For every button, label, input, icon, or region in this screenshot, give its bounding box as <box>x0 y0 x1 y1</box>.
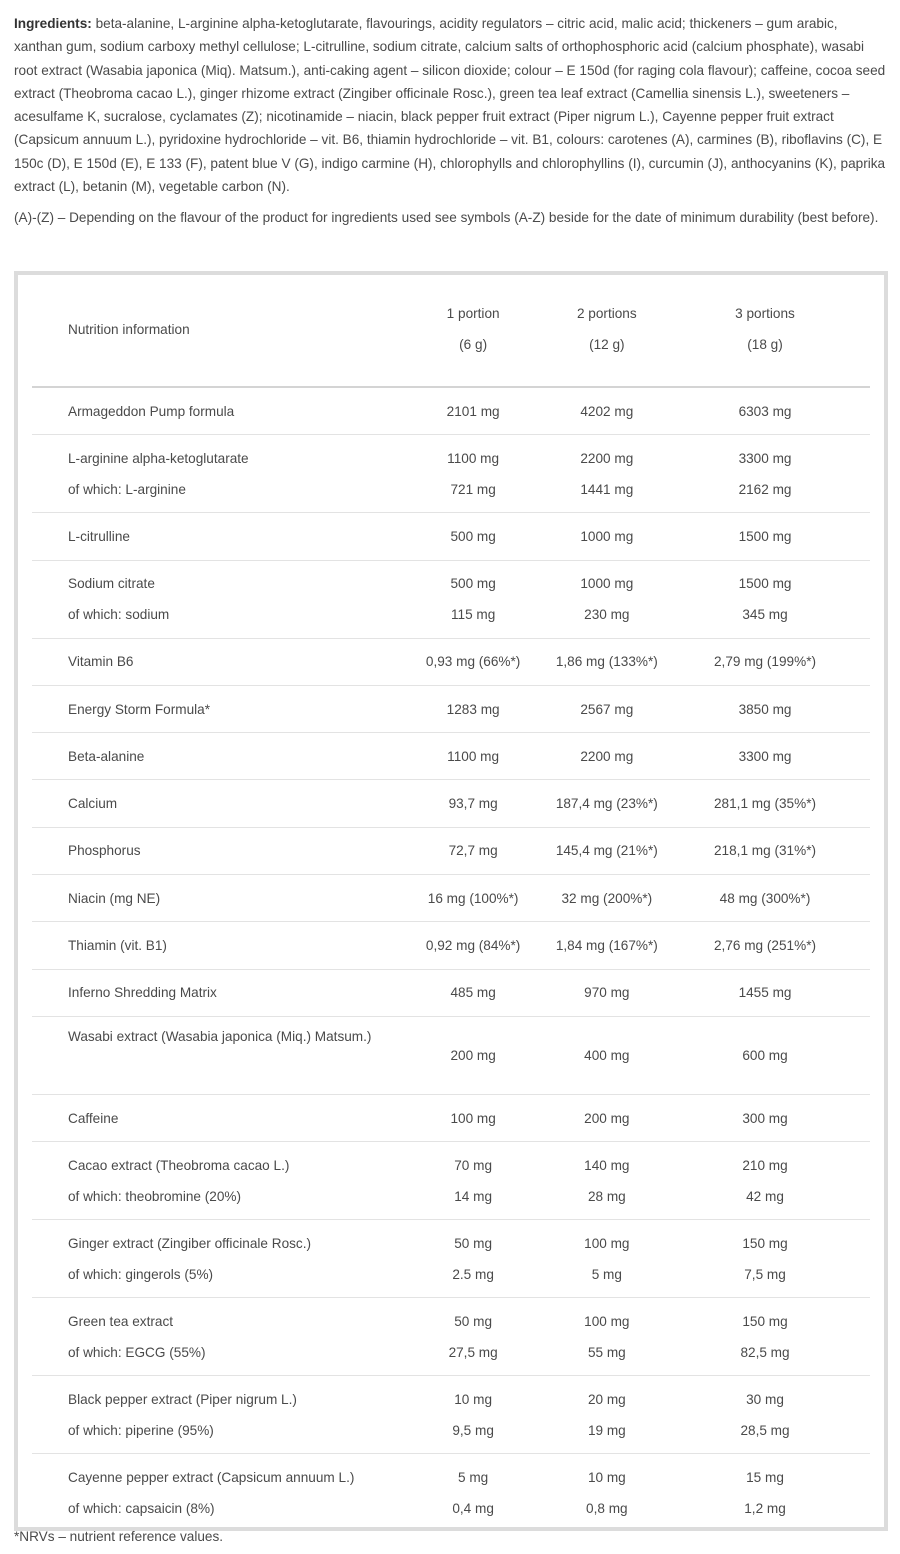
value-2-portions-sub: 19 mg <box>587 1422 626 1438</box>
nutrient-name-cell <box>32 685 393 732</box>
nutrient-name-cell <box>32 1454 393 1532</box>
nutrient-name-cell <box>32 560 393 638</box>
value-3-portions-sub: 82,5 mg <box>740 1344 790 1360</box>
value-1-portion: 200 mg <box>450 1047 496 1063</box>
nutrient-name-cell <box>32 1376 393 1454</box>
header-col-1 <box>393 275 554 387</box>
value-2-portions-cell <box>554 733 660 780</box>
nutrient-name-cell <box>32 435 393 513</box>
value-1-portion-sub: 721 mg <box>450 481 496 497</box>
nutrient-name: Wasabi extract (Wasabia japonica (Miq.) Matsum.) <box>68 1028 372 1044</box>
value-1-portion: 50 mg <box>454 1313 493 1329</box>
value-2-portions: 145,4 mg (21%*) <box>555 843 658 859</box>
nutrient-name-cell <box>32 922 393 969</box>
header-col-3-label: 3 portions <box>735 306 795 321</box>
value-3-portions-cell <box>660 827 870 874</box>
table-row <box>32 969 870 1016</box>
table-row <box>32 435 870 513</box>
header-col-3-weight: (18 g) <box>747 337 783 352</box>
table-row <box>32 1142 870 1220</box>
value-2-portions-sub: 0,8 mg <box>586 1500 628 1516</box>
nutrient-name-cell <box>32 733 393 780</box>
value-2-portions-cell <box>554 1016 660 1094</box>
value-2-portions-cell <box>554 780 660 827</box>
value-3-portions: 3300 mg <box>738 450 792 466</box>
value-1-portion-cell <box>393 922 554 969</box>
value-3-portions: 30 mg <box>746 1391 784 1407</box>
value-3-portions: 2,79 mg (199%*) <box>714 654 817 670</box>
value-2-portions: 32 mg (200%*) <box>561 890 653 906</box>
value-2-portions: 1,86 mg (133%*) <box>555 654 658 670</box>
value-2-portions: 970 mg <box>584 985 630 1001</box>
value-1-portion: 500 mg <box>450 528 496 544</box>
header-col-2-weight: (12 g) <box>589 337 625 352</box>
ingredients-label: Ingredients: <box>14 16 92 31</box>
value-2-portions-cell <box>554 1376 660 1454</box>
header-title: Nutrition information <box>68 321 190 337</box>
table-row <box>32 780 870 827</box>
table-row <box>32 1016 870 1094</box>
nutrient-name: Sodium citrate <box>68 576 155 592</box>
nutrient-name-sub: of which: L-arginine <box>68 481 186 497</box>
value-1-portion: 2101 mg <box>446 403 500 419</box>
nutrient-name: Black pepper extract (Piper nigrum L.) <box>68 1391 297 1407</box>
value-2-portions-sub: 1441 mg <box>580 481 634 497</box>
table-row <box>32 387 870 435</box>
value-2-portions-sub: 28 mg <box>587 1188 626 1204</box>
nutrient-name: Vitamin B6 <box>68 654 134 670</box>
value-2-portions-cell <box>554 435 660 513</box>
value-3-portions-cell <box>660 1142 870 1220</box>
value-2-portions-sub: 5 mg <box>591 1266 622 1282</box>
nutrition-table-frame <box>14 271 888 1531</box>
value-3-portions-cell <box>660 685 870 732</box>
nutrient-name: Green tea extract <box>68 1313 174 1329</box>
value-1-portion: 16 mg (100%*) <box>427 890 519 906</box>
value-2-portions: 100 mg <box>584 1313 630 1329</box>
table-row <box>32 1220 870 1298</box>
value-1-portion-cell <box>393 780 554 827</box>
value-1-portion-cell <box>393 969 554 1016</box>
value-1-portion-sub: 2.5 mg <box>452 1266 494 1282</box>
table-row <box>32 1454 870 1532</box>
value-1-portion-cell <box>393 827 554 874</box>
value-2-portions: 100 mg <box>584 1235 630 1251</box>
header-col-2-label: 2 portions <box>576 306 637 321</box>
table-row <box>32 1298 870 1376</box>
value-1-portion-cell <box>393 387 554 435</box>
value-3-portions-cell <box>660 1376 870 1454</box>
value-2-portions: 1000 mg <box>580 528 634 544</box>
value-3-portions-sub: 2162 mg <box>738 481 792 497</box>
value-3-portions: 300 mg <box>742 1110 788 1126</box>
ingredients-text: beta-alanine, L-arginine alpha-ketoglutarate, flavourings, acidity regulators – citric acid, malic acid; thickeners – gum arabic, xanthan gum, sodium carboxy methyl cellulose; L-citrulline, sodium citrate, calcium salts of orthophosphoric acid (calcium phosphate), wasabi root extract (Wasabia japonica (Miq). Matsum.), anti-caking agent – silicon dioxide; colour – E 150d (for raging cola flavour); caffeine, cocoa seed extract (Theobroma cacao L.), ginger rhizome extract (Zingiber officinale Rosc.), green tea leaf extract (Camellia sinensis L.), sweeteners – acesulfame K, sucralose, cyclamates (Z); nicotinamide – niacin, black pepper fruit extract (Piper nigrum L.), Cayenne pepper fruit extract (Capsicum annuum L.), pyridoxine hydrochloride – vit. B6, thiamin hydrochloride – vit. B1, colours: carotenes (A), carmines (B), riboflavins (C), E 150c (D), E 150d (E), E 133 (F), patent blue V (G), indigo carmine (H), chlorophylls and chlorophyllins (I), curcumin (J), anthocyanins (K), paprika extract (L), betanin (M), vegetable carbon (N). <box>14 16 886 195</box>
value-3-portions-cell <box>660 513 870 560</box>
value-3-portions: 1500 mg <box>738 528 792 544</box>
value-1-portion: 500 mg <box>450 576 496 592</box>
value-1-portion: 1100 mg <box>447 748 500 764</box>
value-1-portion-cell <box>393 435 554 513</box>
value-3-portions: 281,1 mg (35%*) <box>714 796 817 812</box>
value-2-portions-cell <box>554 1094 660 1141</box>
nutrient-name-cell <box>32 1142 393 1220</box>
value-3-portions-cell <box>660 875 870 922</box>
value-2-portions: 20 mg <box>587 1391 626 1407</box>
nutrient-name-cell <box>32 827 393 874</box>
value-2-portions-sub: 55 mg <box>587 1344 626 1360</box>
value-3-portions: 1455 mg <box>738 985 792 1001</box>
value-3-portions-cell <box>660 922 870 969</box>
table-row <box>32 733 870 780</box>
value-3-portions: 600 mg <box>742 1047 788 1063</box>
nutrient-name: L-arginine alpha-ketoglutarate <box>68 450 249 466</box>
value-1-portion-cell <box>393 1298 554 1376</box>
value-2-portions-cell <box>554 1142 660 1220</box>
value-3-portions: 3300 mg <box>738 748 792 764</box>
value-1-portion: 1100 mg <box>447 450 500 466</box>
table-row <box>32 922 870 969</box>
value-1-portion: 72,7 mg <box>448 843 498 859</box>
value-3-portions: 48 mg (300%*) <box>719 890 811 906</box>
value-2-portions-cell <box>554 1298 660 1376</box>
nutrient-name: Inferno Shredding Matrix <box>68 985 217 1001</box>
value-3-portions: 1500 mg <box>738 576 792 592</box>
nutrient-name-cell <box>32 1016 393 1094</box>
value-1-portion-sub: 27,5 mg <box>448 1344 498 1360</box>
value-3-portions-cell <box>660 969 870 1016</box>
value-2-portions-cell <box>554 922 660 969</box>
flavour-note: (A)-(Z) – Depending on the flavour of the product for ingredients used see symbols (A-Z) beside for the date of minimum durability (best before). <box>14 210 879 225</box>
value-1-portion: 10 mg <box>454 1391 493 1407</box>
value-2-portions-cell <box>554 638 660 685</box>
nutrient-name-cell <box>32 875 393 922</box>
nutrient-name: Niacin (mg NE) <box>68 890 161 906</box>
table-row <box>32 827 870 874</box>
nutrient-name-sub: of which: gingerols (5%) <box>68 1266 214 1282</box>
value-1-portion-cell <box>393 638 554 685</box>
nutrient-name: Phosphorus <box>68 843 141 859</box>
value-3-portions: 210 mg <box>742 1157 788 1173</box>
value-1-portion: 485 mg <box>450 985 496 1001</box>
value-3-portions: 3850 mg <box>738 701 792 717</box>
nutrient-name-cell <box>32 780 393 827</box>
value-2-portions: 2200 mg <box>580 748 634 764</box>
value-3-portions: 6303 mg <box>738 403 792 419</box>
value-3-portions-cell <box>660 638 870 685</box>
value-2-portions-sub: 230 mg <box>584 607 630 623</box>
header-col-2 <box>554 275 660 387</box>
value-1-portion: 100 mg <box>450 1110 496 1126</box>
value-3-portions-cell <box>660 1220 870 1298</box>
nutrient-name-sub: of which: piperine (95%) <box>68 1422 214 1438</box>
value-1-portion: 0,92 mg (84%*) <box>425 938 521 954</box>
value-1-portion-sub: 14 mg <box>454 1188 493 1204</box>
value-1-portion: 70 mg <box>454 1157 493 1173</box>
nutrient-name-cell <box>32 1094 393 1141</box>
value-1-portion-cell <box>393 685 554 732</box>
header-col-1-label: 1 portion <box>446 306 500 321</box>
value-2-portions-cell <box>554 685 660 732</box>
value-3-portions-cell <box>660 387 870 435</box>
value-3-portions-cell <box>660 780 870 827</box>
value-3-portions-cell <box>660 435 870 513</box>
value-1-portion-cell <box>393 1016 554 1094</box>
value-1-portion: 1283 mg <box>446 701 500 717</box>
nutrient-name-sub: of which: theobromine (20%) <box>68 1188 242 1204</box>
table-header-row <box>32 275 870 387</box>
nutrient-name-cell <box>32 638 393 685</box>
value-2-portions: 4202 mg <box>580 403 634 419</box>
value-1-portion-cell <box>393 1142 554 1220</box>
value-1-portion-cell <box>393 875 554 922</box>
table-row <box>32 560 870 638</box>
value-1-portion-sub: 9,5 mg <box>452 1422 494 1438</box>
value-3-portions-sub: 345 mg <box>742 607 788 623</box>
value-3-portions-cell <box>660 1016 870 1094</box>
nutrient-name: Cacao extract (Theobroma cacao L.) <box>68 1157 290 1173</box>
value-3-portions: 150 mg <box>742 1235 788 1251</box>
value-3-portions-cell <box>660 1454 870 1532</box>
value-3-portions-sub: 7,5 mg <box>744 1266 786 1282</box>
value-2-portions-cell <box>554 513 660 560</box>
table-row <box>32 1376 870 1454</box>
value-1-portion-cell <box>393 1376 554 1454</box>
nutrition-table <box>32 275 870 1531</box>
value-2-portions-cell <box>554 1454 660 1532</box>
value-2-portions: 140 mg <box>584 1157 630 1173</box>
value-2-portions: 1000 mg <box>580 576 634 592</box>
nutrition-table-body <box>32 275 870 1531</box>
value-3-portions: 218,1 mg (31%*) <box>714 843 817 859</box>
value-2-portions-cell <box>554 387 660 435</box>
value-1-portion: 0,93 mg (66%*) <box>425 654 521 670</box>
header-col-1-weight: (6 g) <box>459 337 488 352</box>
value-3-portions: 2,76 mg (251%*) <box>714 938 817 954</box>
value-2-portions: 200 mg <box>584 1110 630 1126</box>
nutrient-name-sub: of which: sodium <box>68 607 170 623</box>
value-1-portion-cell <box>393 1220 554 1298</box>
value-3-portions-cell <box>660 560 870 638</box>
value-2-portions: 2200 mg <box>580 450 634 466</box>
nutrient-name-sub: of which: EGCG (55%) <box>68 1344 206 1360</box>
nutrient-name: Beta-alanine <box>68 748 145 764</box>
value-2-portions: 10 mg <box>587 1469 626 1485</box>
nutrient-name: Cayenne pepper extract (Capsicum annuum L.) <box>68 1469 355 1485</box>
value-2-portions-cell <box>554 827 660 874</box>
nutrient-name: Energy Storm Formula* <box>68 701 211 717</box>
nutrient-name: Thiamin (vit. B1) <box>68 938 167 954</box>
value-1-portion: 5 mg <box>458 1469 489 1485</box>
ingredients-paragraph <box>14 12 888 198</box>
value-2-portions-cell <box>554 969 660 1016</box>
footnote: *NRVs – nutrient reference values. <box>14 1529 224 1544</box>
nutrient-name-cell <box>32 969 393 1016</box>
value-1-portion-cell <box>393 513 554 560</box>
nutrient-name: Caffeine <box>68 1110 119 1126</box>
nutrient-name-cell <box>32 1220 393 1298</box>
table-row <box>32 513 870 560</box>
nutrient-name: L-citrulline <box>68 528 130 544</box>
value-3-portions: 150 mg <box>742 1313 788 1329</box>
value-2-portions: 187,4 mg (23%*) <box>555 796 658 812</box>
table-row <box>32 875 870 922</box>
nutrient-name-cell <box>32 387 393 435</box>
value-3-portions-cell <box>660 1298 870 1376</box>
nutrient-name: Ginger extract (Zingiber officinale Rosc.) <box>68 1235 312 1251</box>
nutrient-name: Calcium <box>68 796 118 812</box>
value-2-portions-cell <box>554 560 660 638</box>
value-2-portions: 400 mg <box>584 1047 630 1063</box>
nutrient-name: Armageddon Pump formula <box>68 403 235 419</box>
value-1-portion-cell <box>393 560 554 638</box>
nutrient-name-cell <box>32 1298 393 1376</box>
nutrient-name-sub: of which: capsaicin (8%) <box>68 1500 215 1516</box>
value-3-portions-sub: 1,2 mg <box>744 1500 786 1516</box>
header-title-cell <box>32 275 393 387</box>
value-3-portions: 15 mg <box>746 1469 784 1485</box>
table-row <box>32 638 870 685</box>
table-row <box>32 685 870 732</box>
table-row <box>32 1094 870 1141</box>
value-3-portions-sub: 28,5 mg <box>740 1422 790 1438</box>
value-3-portions-sub: 42 mg <box>746 1188 784 1204</box>
value-2-portions-cell <box>554 875 660 922</box>
header-col-3 <box>660 275 870 387</box>
value-3-portions-cell <box>660 1094 870 1141</box>
value-1-portion-cell <box>393 1094 554 1141</box>
value-2-portions-cell <box>554 1220 660 1298</box>
value-1-portion-cell <box>393 733 554 780</box>
value-2-portions: 1,84 mg (167%*) <box>555 938 658 954</box>
value-1-portion-sub: 115 mg <box>450 607 496 623</box>
nutrient-name-cell <box>32 513 393 560</box>
value-3-portions-cell <box>660 733 870 780</box>
value-1-portion-cell <box>393 1454 554 1532</box>
value-2-portions: 2567 mg <box>580 701 634 717</box>
value-1-portion-sub: 0,4 mg <box>452 1500 494 1516</box>
value-1-portion: 93,7 mg <box>448 796 498 812</box>
value-1-portion: 50 mg <box>454 1235 493 1251</box>
